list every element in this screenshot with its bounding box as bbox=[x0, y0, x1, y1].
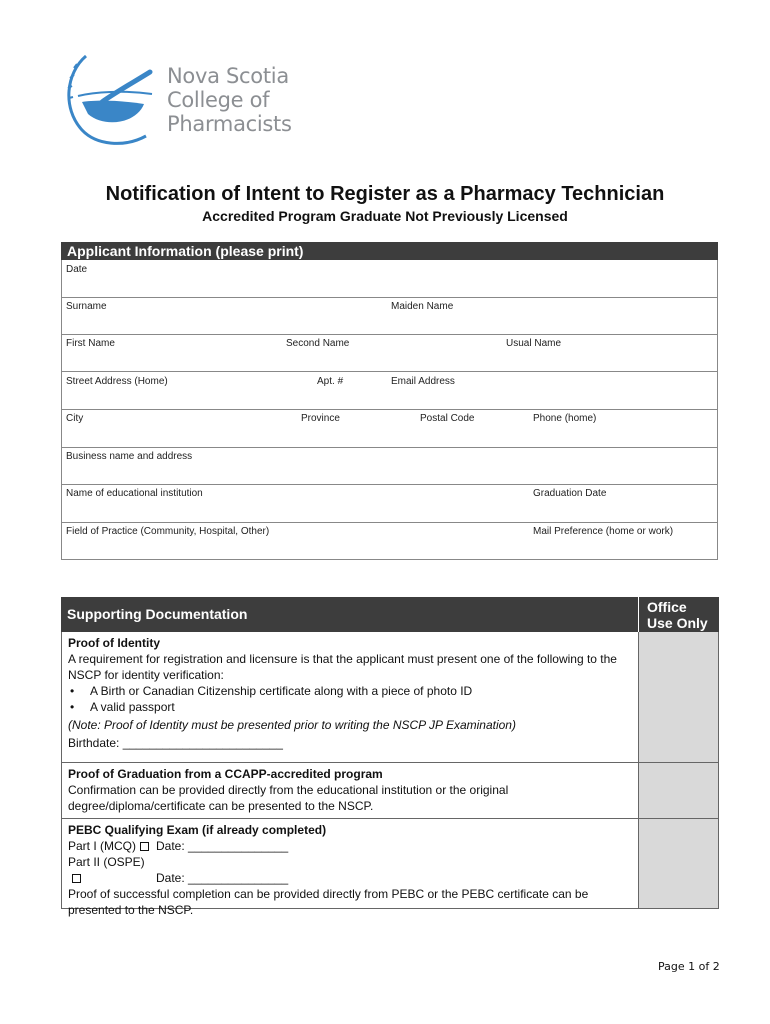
proof-of-identity-section bbox=[68, 635, 634, 751]
section-divider bbox=[61, 762, 719, 763]
maiden-name-field[interactable]: Maiden Name bbox=[391, 301, 454, 312]
row-divider bbox=[61, 522, 718, 523]
column-divider bbox=[638, 632, 639, 909]
pebc-section bbox=[68, 822, 634, 918]
pebc-title: PEBC Qualifying Exam (if already completed) bbox=[68, 823, 327, 837]
part1-checkbox[interactable] bbox=[140, 842, 149, 851]
row-divider bbox=[61, 334, 718, 335]
mortar-pestle-logo-icon bbox=[64, 48, 174, 158]
surname-field[interactable]: Surname bbox=[66, 301, 107, 312]
row-divider bbox=[61, 297, 718, 298]
part1-date[interactable]: Date: _______________ bbox=[156, 839, 289, 853]
applicant-header-label: Applicant Information (please print) bbox=[67, 243, 304, 259]
birthdate-field[interactable]: Birthdate: ________________________ bbox=[68, 736, 283, 750]
row-divider bbox=[61, 409, 718, 410]
mail-preference-field[interactable]: Mail Preference (home or work) bbox=[533, 526, 674, 537]
graduation-title: Proof of Graduation from a CCAPP-accredited program bbox=[68, 767, 383, 781]
identity-note: (Note: Proof of Identity must be presented prior to writing the NSCP JP Examination) bbox=[68, 718, 516, 732]
apt-field[interactable]: Apt. # bbox=[317, 376, 344, 387]
business-field[interactable]: Business name and address bbox=[66, 451, 193, 462]
postal-code-field[interactable]: Postal Code bbox=[420, 413, 475, 424]
row-divider bbox=[61, 484, 718, 485]
pebc-text: Proof of successful completion can be provided directly from PEBC or the PEBC certificate can be presented to the NSCP. bbox=[68, 887, 589, 917]
page-subtitle: Accredited Program Graduate Not Previously Licensed bbox=[202, 208, 568, 224]
city-field[interactable]: City bbox=[66, 413, 84, 424]
row-divider bbox=[61, 371, 718, 372]
date-field[interactable]: Date bbox=[66, 264, 88, 275]
logo-line-2: College of bbox=[167, 88, 270, 112]
applicant-section-header bbox=[61, 242, 718, 260]
identity-bullet-2: • A valid passport bbox=[68, 699, 634, 715]
office-use-label: Office Use Only bbox=[647, 599, 708, 631]
nscp-logo bbox=[64, 48, 294, 158]
row-divider bbox=[61, 559, 718, 560]
institution-field[interactable]: Name of educational institution bbox=[66, 488, 203, 499]
section-divider bbox=[61, 818, 719, 819]
province-field[interactable]: Province bbox=[301, 413, 340, 424]
row-divider bbox=[61, 447, 718, 448]
second-name-field[interactable]: Second Name bbox=[286, 338, 350, 349]
supporting-docs-header bbox=[61, 597, 638, 632]
street-address-field[interactable]: Street Address (Home) bbox=[66, 376, 168, 387]
identity-title: Proof of Identity bbox=[68, 636, 160, 650]
identity-intro: A requirement for registration and licensure is that the applicant must present one of the following to the NSCP for identity verification: bbox=[68, 652, 617, 682]
part2-label: Part II (OSPE) bbox=[68, 855, 145, 869]
identity-bullet-1: • A Birth or Canadian Citizenship certificate along with a piece of photo ID bbox=[68, 683, 634, 699]
supporting-docs-label: Supporting Documentation bbox=[67, 606, 248, 622]
applicant-form bbox=[61, 260, 718, 560]
logo-line-1: Nova Scotia bbox=[167, 64, 289, 88]
first-name-field[interactable]: First Name bbox=[66, 338, 115, 349]
logo-line-3: Pharmacists bbox=[167, 112, 292, 136]
office-use-header bbox=[639, 597, 719, 632]
part2-checkbox[interactable] bbox=[72, 874, 81, 883]
part2-date[interactable]: Date: _______________ bbox=[156, 871, 289, 885]
field-of-practice-field[interactable]: Field of Practice (Community, Hospital, Other) bbox=[66, 526, 270, 537]
page-number: Page 1 of 2 bbox=[658, 960, 720, 973]
page-title: Notification of Intent to Register as a Pharmacy Technician bbox=[105, 183, 665, 205]
proof-of-graduation-section bbox=[68, 766, 634, 814]
usual-name-field[interactable]: Usual Name bbox=[506, 338, 562, 349]
part1-label: Part I (MCQ) bbox=[68, 839, 136, 853]
email-field[interactable]: Email Address bbox=[391, 376, 455, 387]
phone-field[interactable]: Phone (home) bbox=[533, 413, 597, 424]
graduation-date-field[interactable]: Graduation Date bbox=[533, 488, 607, 499]
graduation-text: Confirmation can be provided directly from the educational institution or the original degree/diploma/certificate can be presented to the NSCP. bbox=[68, 783, 509, 813]
